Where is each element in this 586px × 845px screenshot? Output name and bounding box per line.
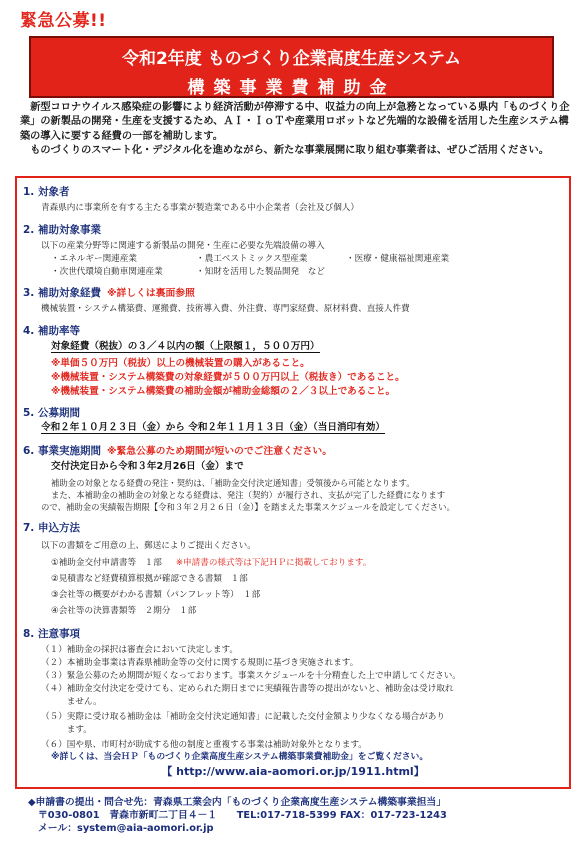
section-8-item4-cont: ません。 — [41, 697, 102, 707]
section-8-item4: （４）補助金交付決定を受けても、定められた期日までに実績報告書等の提出がないと、補助金は受け取れ — [41, 684, 454, 694]
section-8-item3: （３）緊急公募のため期間が短くなっております。事業スケジュールを十分精査した上で申請してください。 — [41, 671, 461, 681]
period-text: 令和２年１０月２３日（金）から 令和２年１１月１３日（金）（当日消印有効） — [41, 422, 385, 433]
contact-email[interactable]: メール：system@aia-aomori.or.jp — [38, 823, 214, 835]
section-8-heading: 8. 注意事項 — [23, 628, 80, 640]
section-6-title: 6. 事業実施期間 — [23, 445, 101, 457]
section-5-body — [41, 422, 385, 435]
title-banner — [29, 36, 554, 98]
intro-text — [20, 101, 572, 158]
contact-footer — [28, 796, 447, 836]
section-4-note1: ※単価５０万円（税抜）以上の機械装置の購入があること。 — [51, 358, 310, 369]
section-1-body: 青森県内に事業所を有する主たる事業が製造業である中小企業者（会社及び個人） — [41, 203, 359, 213]
section-7-heading: 7. 申込方法 — [23, 522, 80, 534]
section-5-heading: 5. 公募期間 — [23, 407, 80, 419]
rate-text: 対象経費（税抜）の３／４以内の額（上限額１，５００万円） — [51, 341, 320, 352]
section-4-heading: 4. 補助率等 — [23, 325, 80, 337]
section-2-body: 以下の産業分野等に関連する新製品の開発・生産に必要な先端設備の導入 — [41, 241, 325, 251]
section-3-title: 3. 補助対象経費 — [23, 287, 101, 299]
section-7-body: 以下の書類をご用意の上、郵送によりご提出ください。 — [41, 541, 256, 551]
section-8-item5-cont: ます。 — [41, 725, 92, 735]
list-item: ・エネルギー関連産業 — [51, 254, 137, 264]
section-6-line3: ので、補助金の実績報告期限【令和３年２月２６日（金）】を踏まえた事業スケジュールを設定してください。 — [41, 502, 455, 512]
list-item: ・次世代環境自動車関連産業 — [51, 267, 163, 277]
section-8-item5: （５）実際に受け取る補助金は「補助金交付決定通知書」に記載した交付金額より少なくなる場合があり — [41, 712, 445, 722]
title-line2: 構築事業費補助金 — [187, 78, 396, 98]
section-6-line2: また、本補助金の補助金の対象となる経費は、発注（契約）が履行され、支払が完了した経費になります — [51, 490, 446, 500]
section-2-items-row1 — [51, 253, 449, 265]
list-item: ①補助金交付申請書等 １部 — [51, 558, 162, 568]
contact-line1: ◆申請書の提出・問合せ先：青森県工業会内「ものづくり企業高度生産システム構築事業担当」 — [28, 797, 447, 808]
section-4-rate — [51, 341, 320, 354]
section-1-heading: 1. 対象者 — [23, 186, 70, 198]
section-6-note: ※緊急公募のため期間が短いのでご注意ください。 — [106, 446, 333, 457]
section-8-more: ※詳しくは、当会ＨＰ「ものづくり企業高度生産システム構築事業費補助金」をご覧ください。 — [51, 752, 429, 762]
section-7-item2: ②見積書など経費積算根拠が確認できる書類 １部 — [51, 574, 248, 584]
list-item: ・医療・健康福祉関連産業 — [346, 254, 450, 264]
section-6-period: 交付決定日から令和３年2月26日（金）まで — [51, 461, 244, 472]
section-3-body: 機械装置・システム構築費、運搬費、技術導入費、外注費、専門家経費、原材料費、直接人件費 — [41, 304, 410, 314]
section-6-line1: 補助金の対象となる経費の発注・契約は、「補助金交付決定通知書」受領後から可能となります。 — [51, 478, 415, 488]
section-8-item6: （６）国や県、市町村が助成する他の制度と重複する事業は補助対象外となります。 — [41, 740, 367, 750]
section-3-note: ※詳しくは裏面参照 — [106, 288, 195, 299]
list-item: ・知財を活用した製品開発 など — [196, 267, 325, 277]
intro-para2: ものづくりのスマート化・デジタル化を進めながら、新たな事業展開に取り組む事業者は、ぜひご活用ください。 — [30, 144, 549, 156]
section-2-items-row2 — [51, 266, 325, 278]
section-7-item3: ③会社等の概要がわかる書類（パンフレット等） １部 — [51, 590, 261, 600]
section-8-item2: （２）本補助金事業は青森県補助金等の交付に関する規則に基づき実施されます。 — [41, 658, 359, 668]
section-4-note2: ※機械装置・システム構築費の対象経費が５００万円以上（税抜き）であること。 — [51, 372, 405, 383]
section-4-note3: ※機械装置・システム構築費の補助金額が補助金総額の２／３以上であること。 — [51, 386, 396, 397]
urgent-label: 緊急公募!! — [20, 11, 107, 31]
list-item: ・農工ベストミックス型産業 — [196, 254, 308, 264]
website-link[interactable]: 【 http://www.aia-aomori.or.jp/1911.html】 — [161, 765, 425, 778]
section-3-heading — [23, 285, 195, 300]
section-7-item4: ④会社等の決算書類等 ２期分 １部 — [51, 606, 197, 616]
section-6-heading — [23, 443, 332, 458]
intro-para1: 新型コロナウイルス感染症の影響により経済活動が停滞する中、収益力の向上が急務となっている県内「ものづくり企業」の新製品の開発・生産を支援するため、ＡＩ・ＩｏＴや産業用ロボットなど先端的な設備を活用した生産システム構築の導入に要する経費の一部を補助します。 — [20, 102, 570, 142]
title-line1: 令和2年度 ものづくり企業高度生産システム — [121, 49, 462, 69]
details-box — [15, 176, 571, 789]
section-7-note: ※申請書の様式等は下記ＨＰに掲載しております。 — [175, 558, 372, 568]
section-2-heading: 2. 補助対象事業 — [23, 224, 101, 236]
section-8-item1: （１）補助金の採択は審査会において決定します。 — [41, 645, 238, 655]
section-7-item1 — [51, 557, 371, 570]
contact-address: 〒030-0801 青森市新町二丁目４－１ TEL:017-718-5399 FAX：017-723-1243 — [38, 810, 447, 822]
